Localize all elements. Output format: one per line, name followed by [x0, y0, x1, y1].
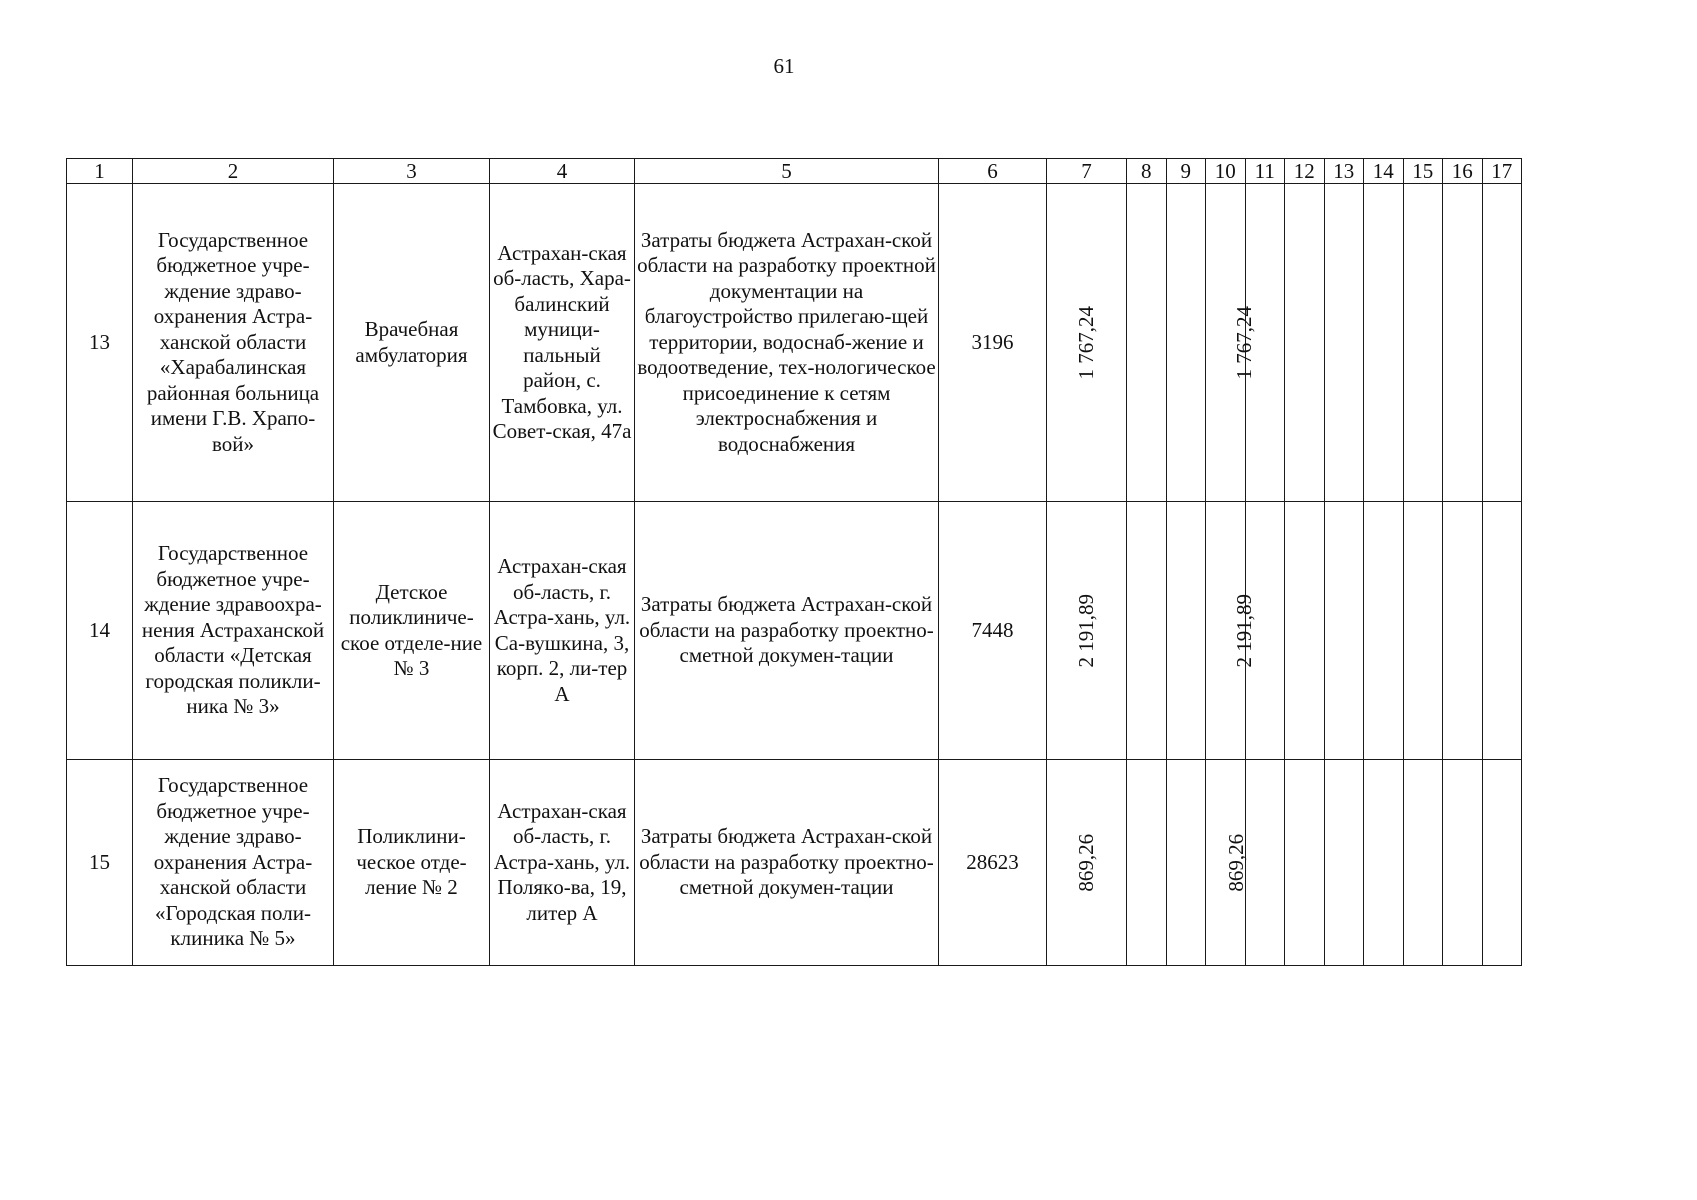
- value-cell-15: [1403, 502, 1443, 760]
- row-number: 15: [67, 760, 133, 966]
- column-header: 14: [1364, 159, 1404, 184]
- column-header: 10: [1206, 159, 1246, 184]
- value-cell-15: [1403, 760, 1443, 966]
- column-header: 15: [1403, 159, 1443, 184]
- value-cell-11: [1245, 760, 1285, 966]
- value-cell-17: [1482, 760, 1522, 966]
- institution-cell: Государственное бюджетное учре-ждение здраво-охранения Астра-ханской области «Харабалинская районная больница имени Г.В. Храпо-вой»: [133, 184, 334, 502]
- column-header: 2: [133, 159, 334, 184]
- value-cell-7: [1047, 184, 1127, 502]
- value-cell-6: 7448: [939, 502, 1047, 760]
- object-cell: Поликлини-ческое отде-ление № 2: [334, 760, 490, 966]
- object-cell: Врачебная амбулатория: [334, 184, 490, 502]
- column-header: 6: [939, 159, 1047, 184]
- value-cell-8: [1127, 184, 1167, 502]
- address-cell: Астрахан-ская об-ласть, г. Астра-хань, ул. Полякo-ва, 19, литер А: [490, 760, 635, 966]
- value-cell-8: [1127, 502, 1167, 760]
- address-cell: Астрахан-ская об-ласть, г. Астра-хань, ул. Са-вушкина, 3, корп. 2, ли-тер А: [490, 502, 635, 760]
- rotated-value: 869,26: [1073, 833, 1098, 892]
- value-cell-10: [1206, 502, 1256, 760]
- column-header: 11: [1245, 159, 1285, 184]
- value-cell-6: 3196: [939, 184, 1047, 502]
- value-cell-16: [1443, 760, 1483, 966]
- rotated-value: 1 767,24: [1073, 305, 1098, 380]
- value-cell-17: [1482, 184, 1522, 502]
- address-cell: Астрахан-ская об-ласть, Хара-балинский муници-пальный район, с. Тамбовка, ул. Совет-ская, 47а: [490, 184, 635, 502]
- institution-cell: Государственное бюджетное учре-ждение здравоохра-нения Астраханской области «Детская городская поликли-ника № 3»: [133, 502, 334, 760]
- value-cell-13: [1324, 184, 1364, 502]
- value-cell-14: [1364, 184, 1404, 502]
- value-cell-6: 28623: [939, 760, 1047, 966]
- value-cell-10: [1206, 184, 1256, 502]
- value-cell-15: [1403, 184, 1443, 502]
- value-cell-13: [1324, 760, 1364, 966]
- value-cell-7: [1047, 502, 1127, 760]
- table-row: [67, 184, 1522, 502]
- value-cell-9: [1166, 502, 1206, 760]
- column-header: 4: [490, 159, 635, 184]
- rotated-value: 2 191,89: [1073, 593, 1098, 668]
- value-cell-17: [1482, 502, 1522, 760]
- value-cell-16: [1443, 502, 1483, 760]
- purpose-cell: Затраты бюджета Астрахан-ской области на разработку проектно-сметной докумен-тации: [635, 760, 939, 966]
- column-header: 9: [1166, 159, 1206, 184]
- value-cell-12: [1285, 760, 1325, 966]
- value-cell-13: [1324, 502, 1364, 760]
- column-header: 13: [1324, 159, 1364, 184]
- table-row: [67, 760, 1522, 966]
- table-header-row: [67, 159, 1522, 184]
- institution-cell: Государственное бюджетное учре-ждение здраво-охранения Астра-ханской области «Городская поли-клиника № 5»: [133, 760, 334, 966]
- column-header: 1: [67, 159, 133, 184]
- table-row: [67, 502, 1522, 760]
- column-header: 17: [1482, 159, 1522, 184]
- column-header: 5: [635, 159, 939, 184]
- purpose-cell: Затраты бюджета Астрахан-ской области на разработку проектной документации на благоустройство прилегаю-щей территории, водоснаб-жение и водоотведение, тех-нологическое присоединение к сетям электроснабжения и водоснабжения: [635, 184, 939, 502]
- value-cell-9: [1166, 184, 1206, 502]
- value-cell-7: [1047, 760, 1127, 966]
- rotated-value: 869,26: [1224, 833, 1249, 892]
- value-cell-14: [1364, 760, 1404, 966]
- page-number: 61: [773, 54, 795, 78]
- value-cell-10: [1206, 760, 1249, 966]
- value-cell-14: [1364, 502, 1404, 760]
- column-header: 16: [1443, 159, 1483, 184]
- object-cell: Детское поликлиниче-ское отделе-ние № 3: [334, 502, 490, 760]
- value-cell-8: [1127, 760, 1167, 966]
- column-header: 12: [1285, 159, 1325, 184]
- value-cell-12: [1285, 184, 1325, 502]
- column-header: 3: [334, 159, 490, 184]
- purpose-cell: Затраты бюджета Астрахан-ской области на разработку проектно-сметной докумен-тации: [635, 502, 939, 760]
- value-cell-16: [1443, 184, 1483, 502]
- data-table: [66, 158, 1522, 966]
- value-cell-12: [1285, 502, 1325, 760]
- column-header: 8: [1127, 159, 1167, 184]
- rotated-value: 1 767,24: [1232, 305, 1256, 380]
- column-header: 7: [1047, 159, 1127, 184]
- row-number: 14: [67, 502, 133, 760]
- row-number: 13: [67, 184, 133, 502]
- rotated-value: 2 191,89: [1232, 593, 1256, 668]
- value-cell-9: [1166, 760, 1206, 966]
